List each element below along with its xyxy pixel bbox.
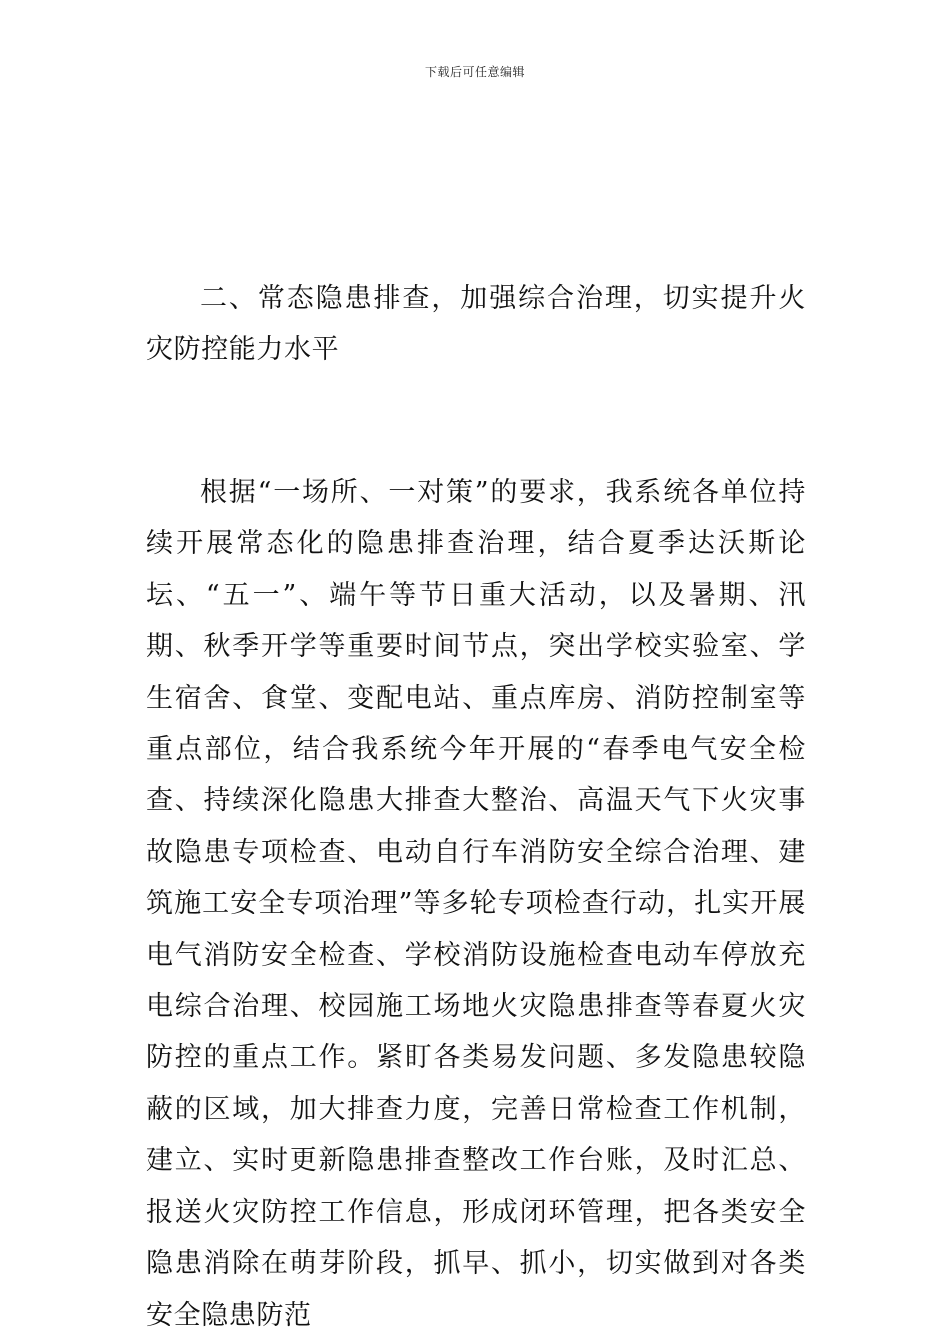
- page-header-note: 下载后可任意编辑: [424, 65, 525, 79]
- section-heading: 二、常态隐患排查，加强综合治理，切实提升火灾防控能力水平: [146, 283, 806, 366]
- body-paragraph: 根据“一场所、一对策”的要求，我系统各单位持续开展常态化的隐患排查治理，结合夏季达沃斯论坛、“五一”、端午等节日重大活动，以及暑期、汛期、秋季开学等重要时间节点，突出学校实验室、学生宿舍、食堂、变配电站、重点库房、消防控制室等重点部位，结合我系统今年开展的“春季电气安全检查、持续深化隐患大排查大整治、高温天气下火灾事故隐患专项检查、电动自行车消防安全综合治理、建筑施工安全专项治理”等多轮专项检查行动，扎实开展电气消防安全检查、学校消防设施检查电动车停放充电综合治理、校园施工场地火灾隐患排查等春夏火灾防控的重点工作。紧盯各类易发问题、多发隐患较隐蔽的区域，加大排查力度，完善日常检查工作机制，建立、实时更新隐患排查整改工作台账，及时汇总、报送火灾防控工作信息，形成闭环管理，把各类安全隐患消除在萌芽阶段，抓早、抓小，切实做到对各类安全隐患防范: [146, 477, 806, 1331]
